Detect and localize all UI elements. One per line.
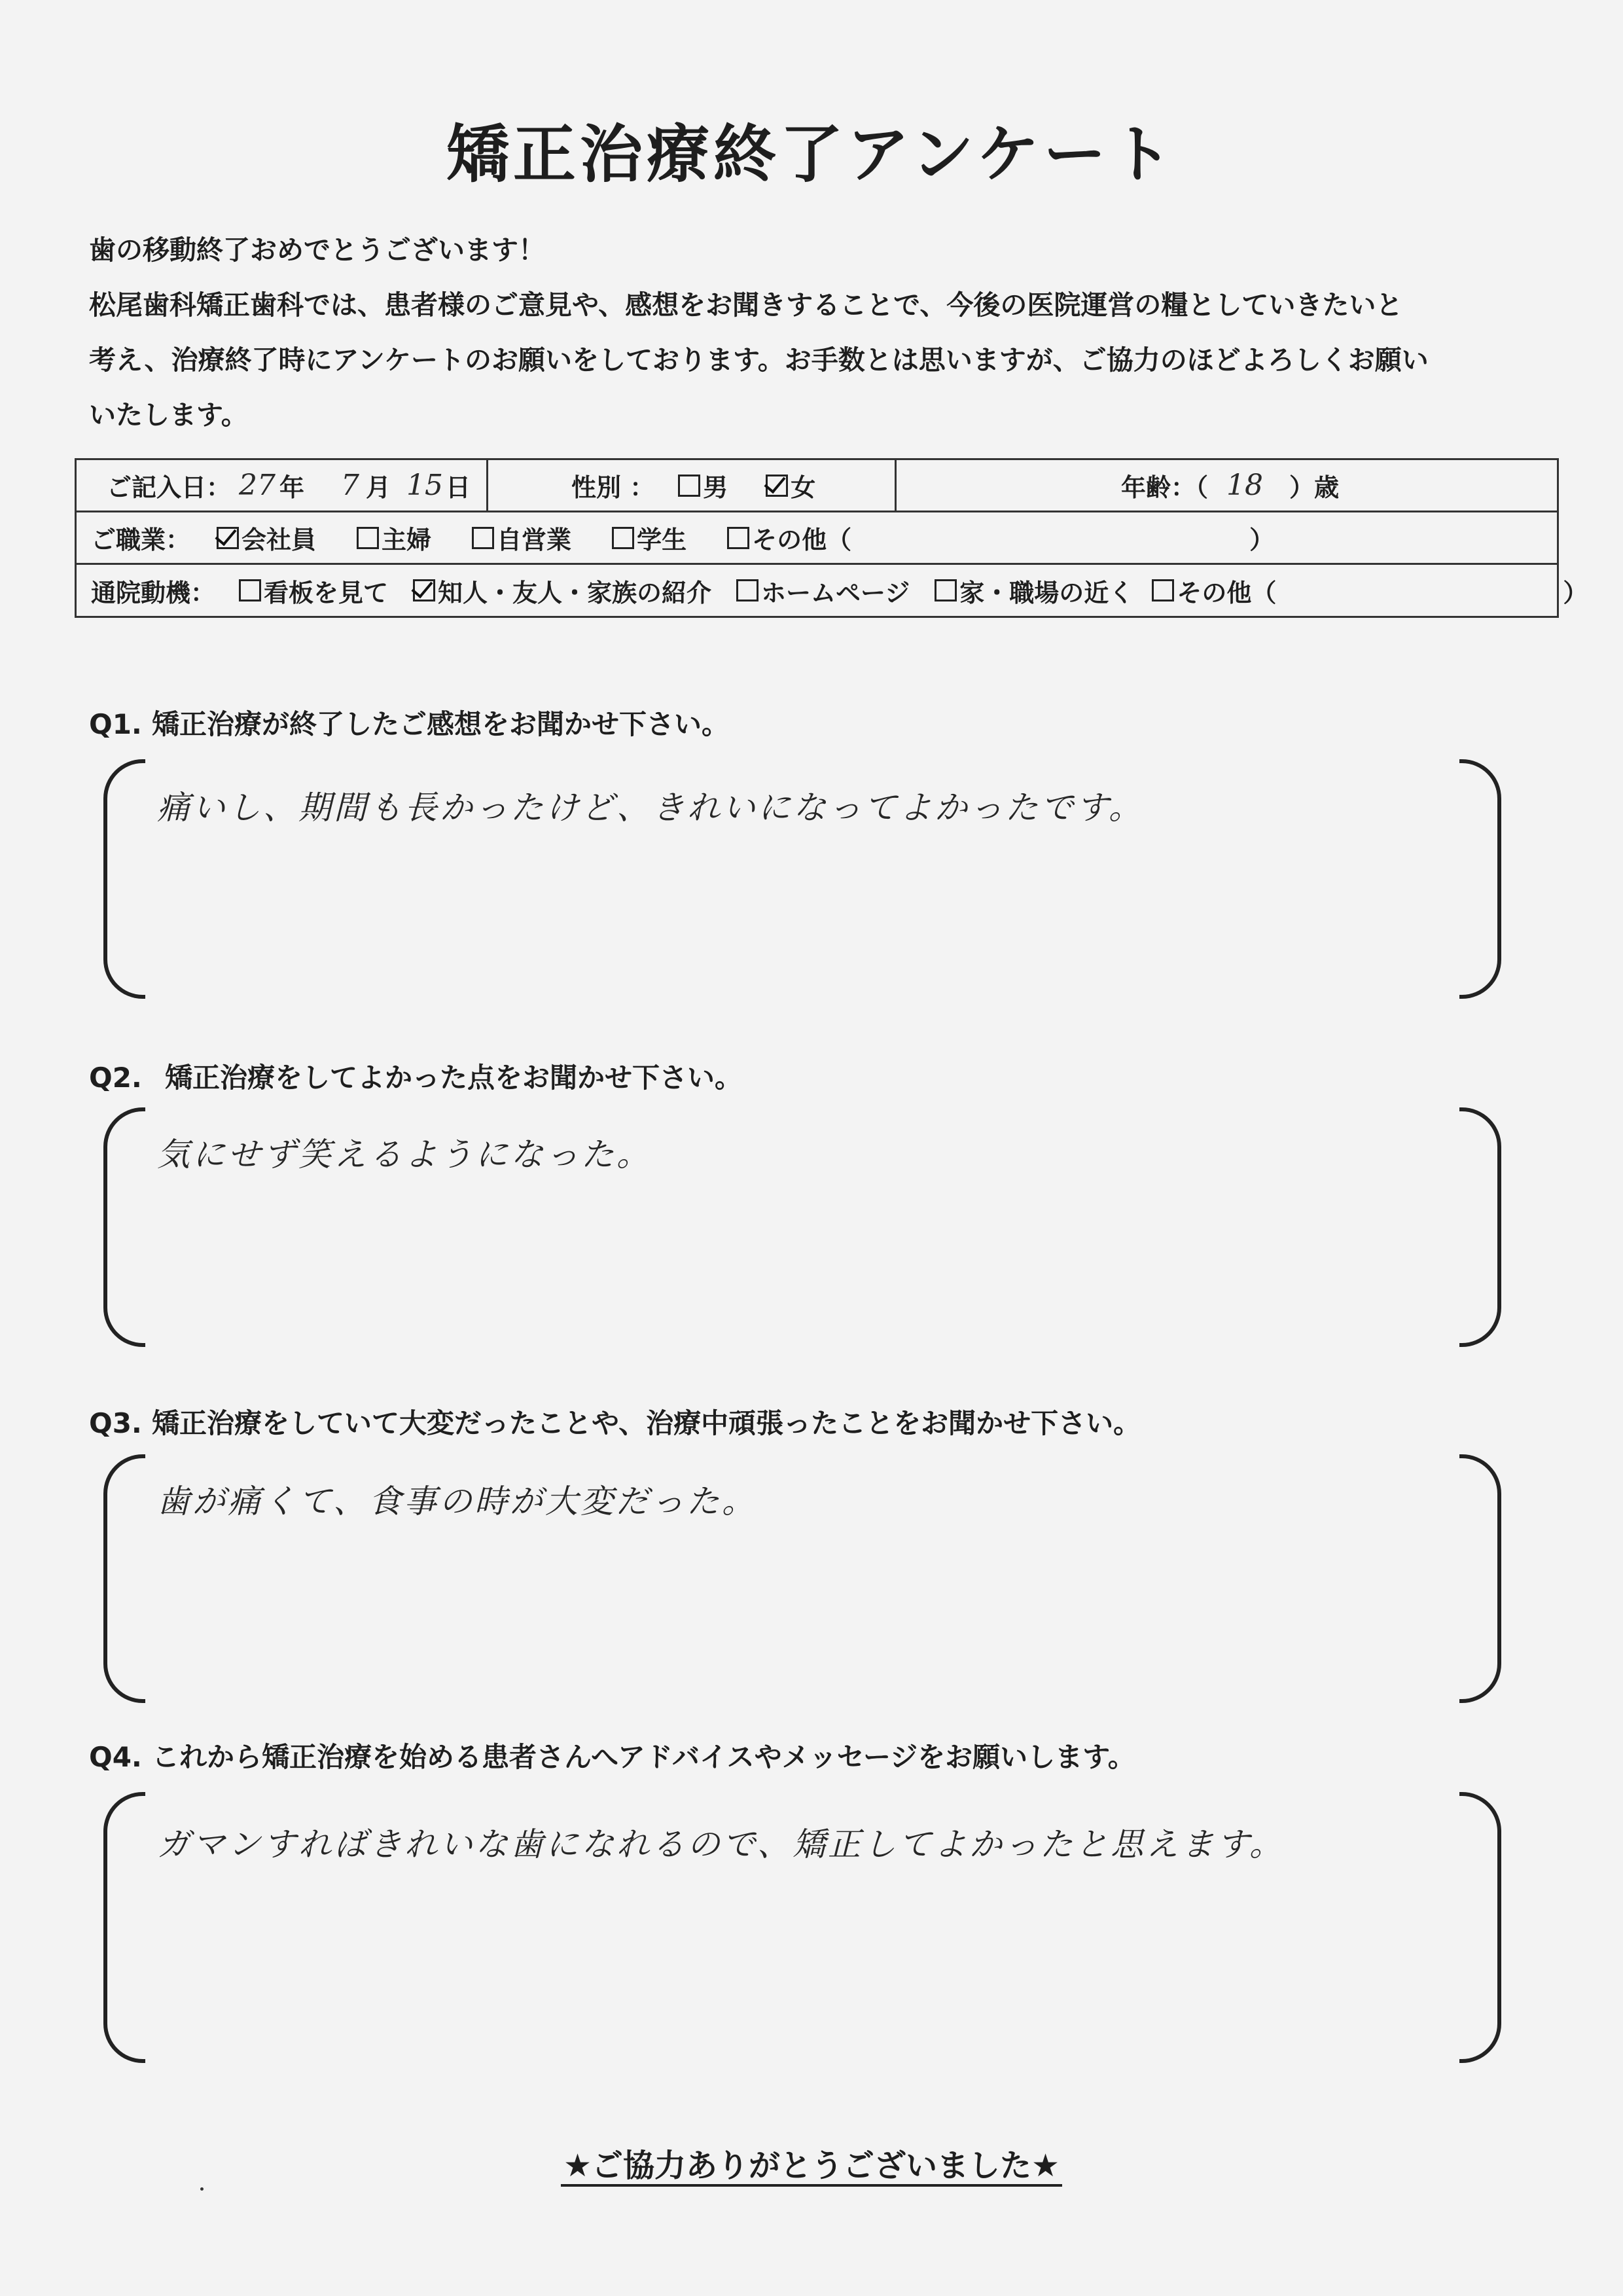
question-number: Q4.: [89, 1741, 142, 1773]
divider: [895, 460, 897, 511]
info-row-motive: [77, 565, 1588, 616]
question-text: これから矯正治療を始める患者さんへアドバイスやメッセージをお願いします。: [152, 1741, 1135, 1773]
answer-bracket-left: [103, 1454, 145, 1703]
occupation-field: [91, 512, 1274, 563]
occupation-option-housewife[interactable]: 主婦: [357, 520, 431, 556]
occupation-close: ）: [1249, 526, 1275, 554]
intro-line: 歯の移動終了おめでとうございます！: [89, 234, 545, 266]
occupation-option-selfemployed[interactable]: 自営業: [472, 520, 571, 556]
motive-option-referral[interactable]: 知人・友人・家族の紹介: [413, 573, 711, 609]
motive-option-signboard[interactable]: 看板を見て: [239, 573, 388, 609]
answer-bracket-left: [103, 1792, 145, 2063]
info-row-basic: [77, 460, 1557, 512]
question-number: Q2.: [89, 1062, 142, 1094]
checkbox-empty-icon: [472, 527, 494, 549]
checkbox-checked-icon: [766, 475, 788, 497]
question-3: [89, 1402, 1141, 1441]
patient-info-table: [75, 458, 1588, 618]
checkbox-empty-icon: [727, 527, 749, 549]
motive-close: ）: [1563, 578, 1588, 607]
checkbox-empty-icon: [239, 579, 261, 601]
page-title: 矯正治療終了アンケート: [446, 118, 1177, 191]
checkbox-empty-icon: [678, 475, 700, 497]
question-text: 矯正治療をしてよかった点をお聞かせ下さい。: [165, 1062, 743, 1094]
motive-field: [91, 565, 1588, 616]
gender-label: 性別 ：: [571, 473, 655, 502]
checkbox-empty-icon: [357, 527, 379, 549]
checkbox-checked-icon: [413, 579, 435, 601]
gender-field: [571, 460, 821, 511]
info-row-occupation: [77, 512, 1557, 565]
divider: [486, 460, 488, 511]
answer-3[interactable]: 歯が痛くて、食事の時が大変だった。: [157, 1482, 757, 1520]
occupation-option-other[interactable]: その他（: [727, 520, 851, 556]
motive-option-homepage[interactable]: ホームページ: [736, 573, 910, 609]
answer-4[interactable]: ガマンすればきれいな歯になれるので、矯正してよかったと思えます。: [157, 1825, 1285, 1863]
question-2: [89, 1056, 742, 1096]
question-4: [89, 1736, 1135, 1775]
intro-line: 松尾歯科矯正歯科では、患者様のご意見や、感想をお聞きすることで、今後の医院運営の糧としていきたいと: [89, 289, 1403, 321]
checkbox-empty-icon: [1152, 579, 1174, 601]
age-field[interactable]: [1121, 460, 1339, 511]
stray-mark: [200, 2187, 204, 2191]
question-number: Q1.: [89, 708, 142, 740]
date-day-value: 15: [406, 469, 444, 502]
occupation-label: ご職業：: [91, 526, 191, 554]
day-unit: 日: [446, 473, 471, 502]
month-unit: 月: [366, 473, 391, 502]
date-month-value: 7: [341, 469, 360, 502]
age-label: 年齢：（: [1121, 473, 1209, 502]
date-field[interactable]: [107, 460, 471, 511]
date-label: ご記入日：: [107, 473, 232, 502]
answer-2[interactable]: 気にせず笑えるようになった。: [157, 1136, 652, 1174]
answer-bracket-left: [103, 759, 145, 999]
question-number: Q3.: [89, 1407, 142, 1439]
checkbox-empty-icon: [612, 527, 634, 549]
occupation-option-company[interactable]: 会社員: [217, 520, 316, 556]
thank-you-footer: ★ご協力ありがとうございました★: [0, 2140, 1623, 2185]
year-unit: 年: [279, 473, 305, 502]
motive-option-other[interactable]: その他（: [1152, 573, 1276, 609]
motive-label: 通院動機：: [91, 578, 216, 607]
checkbox-empty-icon: [935, 579, 957, 601]
answer-bracket-left: [103, 1107, 145, 1347]
answer-1[interactable]: 痛いし、期間も長かったけど、きれいになってよかったです。: [157, 789, 1144, 827]
gender-male-checkbox[interactable]: 男: [678, 467, 728, 503]
intro-line: いたします。: [89, 399, 248, 431]
intro-line: 考え、治療終了時にアンケートのお願いをしております。お手数とは思いますが、ご協力のほどよろしくお願い: [89, 344, 1429, 376]
question-text: 矯正治療をしていて大変だったことや、治療中頑張ったことをお聞かせ下さい。: [152, 1407, 1141, 1439]
age-close: ）歳: [1289, 473, 1340, 502]
intro-text: [89, 223, 1542, 442]
age-value: 18: [1226, 469, 1264, 502]
checkbox-checked-icon: [217, 527, 239, 549]
date-year-value: 27: [239, 469, 276, 502]
occupation-option-student[interactable]: 学生: [612, 520, 687, 556]
question-1: [89, 703, 729, 742]
motive-option-nearby[interactable]: 家・職場の近く: [935, 573, 1133, 609]
question-text: 矯正治療が終了したご感想をお聞かせ下さい。: [152, 708, 730, 740]
checkbox-empty-icon: [736, 579, 758, 601]
gender-female-checkbox[interactable]: 女: [766, 467, 815, 503]
